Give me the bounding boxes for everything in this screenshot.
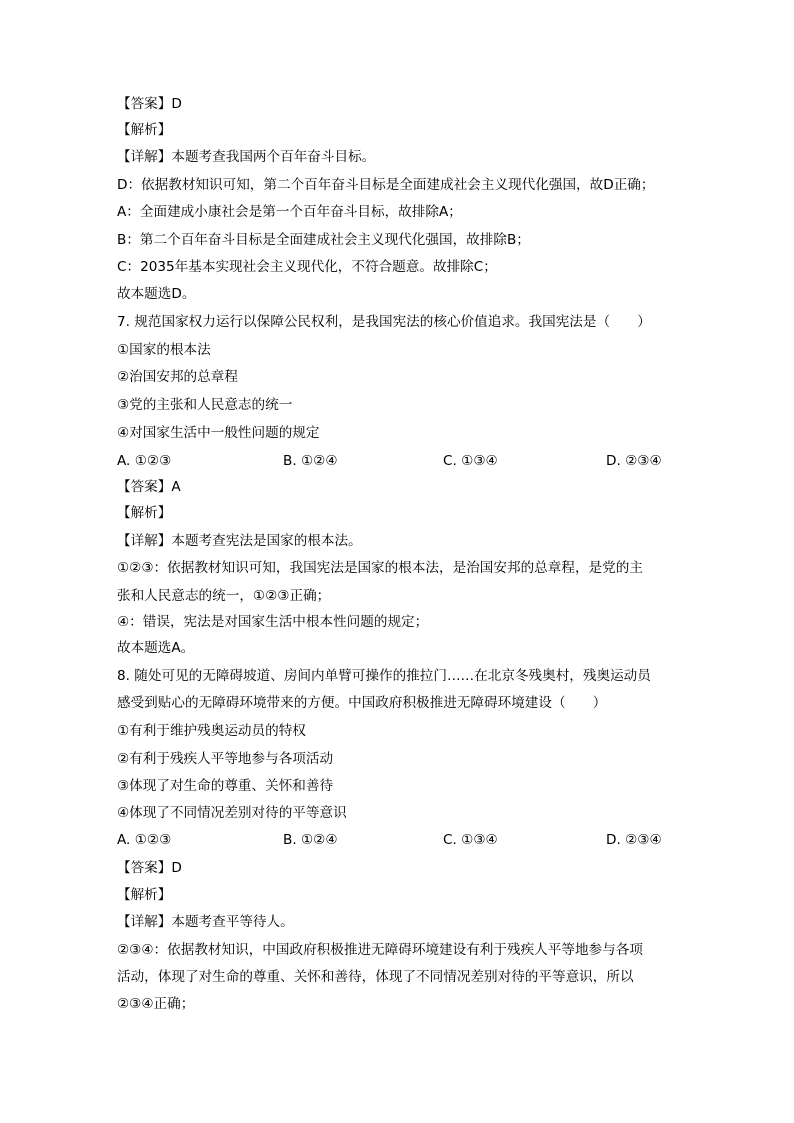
text-line: B：第二个百年奋斗目标是全面建成社会主义现代化强国，故排除B； [117, 232, 530, 248]
text-line: 故本题选D。 [117, 286, 196, 302]
answer-option: D. ②③④ [606, 453, 662, 469]
text-line: ②③④正确； [117, 996, 195, 1012]
text-line: 【答案】D [117, 860, 182, 876]
text-line: ④：错误，宪法是对国家生活中根本性问题的规定； [117, 614, 429, 630]
answer-option: A. ①②③ [117, 453, 172, 469]
text-line: 感受到贴心的无障碍环境带来的方便。中国政府积极推进无障碍环境建设（ ） [117, 695, 607, 711]
text-line: 故本题选A。 [117, 640, 195, 656]
text-line: ②有利于残疾人平等地参与各项活动 [117, 751, 334, 767]
text-line: 【答案】A [117, 479, 181, 495]
text-line: 【详解】本题考查我国两个百年奋斗目标。 [117, 149, 376, 165]
text-line: 7. 规范国家权力运行以保障公民权利，是我国宪法的核心价值追求。我国宪法是（ ） [117, 314, 651, 330]
answer-option: C. ①③④ [443, 832, 498, 848]
text-line: ②③④：依据教材知识，中国政府积极推进无障碍环境建设有利于残疾人平等地参与各项 [117, 942, 643, 958]
text-line: 【解析】 [117, 122, 172, 138]
text-line: 【答案】D [117, 96, 182, 112]
answer-option: D. ②③④ [606, 832, 662, 848]
text-line: C：2035年基本实现社会主义现代化，不符合题意。故排除C； [117, 259, 497, 275]
text-line: ①有利于维护残奥运动员的特权 [117, 723, 306, 739]
text-line: ①②③：依据教材知识可知，我国宪法是国家的根本法，是治国安邦的总章程，是党的主 [117, 560, 643, 576]
text-line: 【解析】 [117, 887, 172, 903]
text-line: ③党的主张和人民意志的统一 [117, 397, 293, 413]
text-line: 8. 随处可见的无障碍坡道、房间内单臂可操作的推拉门……在北京冬残奥村，残奥运动员 [117, 668, 651, 684]
text-line: A：全面建成小康社会是第一个百年奋斗目标，故排除A； [117, 204, 462, 220]
answer-option: B. ①②④ [283, 453, 338, 469]
text-line: 活动，体现了对生命的尊重、关怀和善待，体现了不同情况差别对待的平等意识，所以 [117, 969, 634, 985]
text-line: 【详解】本题考查宪法是国家的根本法。 [117, 533, 362, 549]
text-line: 【解析】 [117, 505, 172, 521]
text-line: D：依据教材知识可知，第二个百年奋斗目标是全面建成社会主义现代化强国，故D正确； [117, 177, 655, 193]
answer-option: A. ①②③ [117, 832, 172, 848]
text-line: 张和人民意志的统一，①②③正确； [117, 588, 331, 604]
text-line: 【详解】本题考查平等待人。 [117, 914, 294, 930]
answer-option: C. ①③④ [443, 453, 498, 469]
answer-option: B. ①②④ [283, 832, 338, 848]
text-line: ④对国家生活中一般性问题的规定 [117, 425, 320, 441]
text-line: ④体现了不同情况差别对待的平等意识 [117, 805, 347, 821]
text-line: ③体现了对生命的尊重、关怀和善待 [117, 778, 334, 794]
text-line: ①国家的根本法 [117, 342, 211, 358]
text-line: ②治国安邦的总章程 [117, 369, 238, 385]
